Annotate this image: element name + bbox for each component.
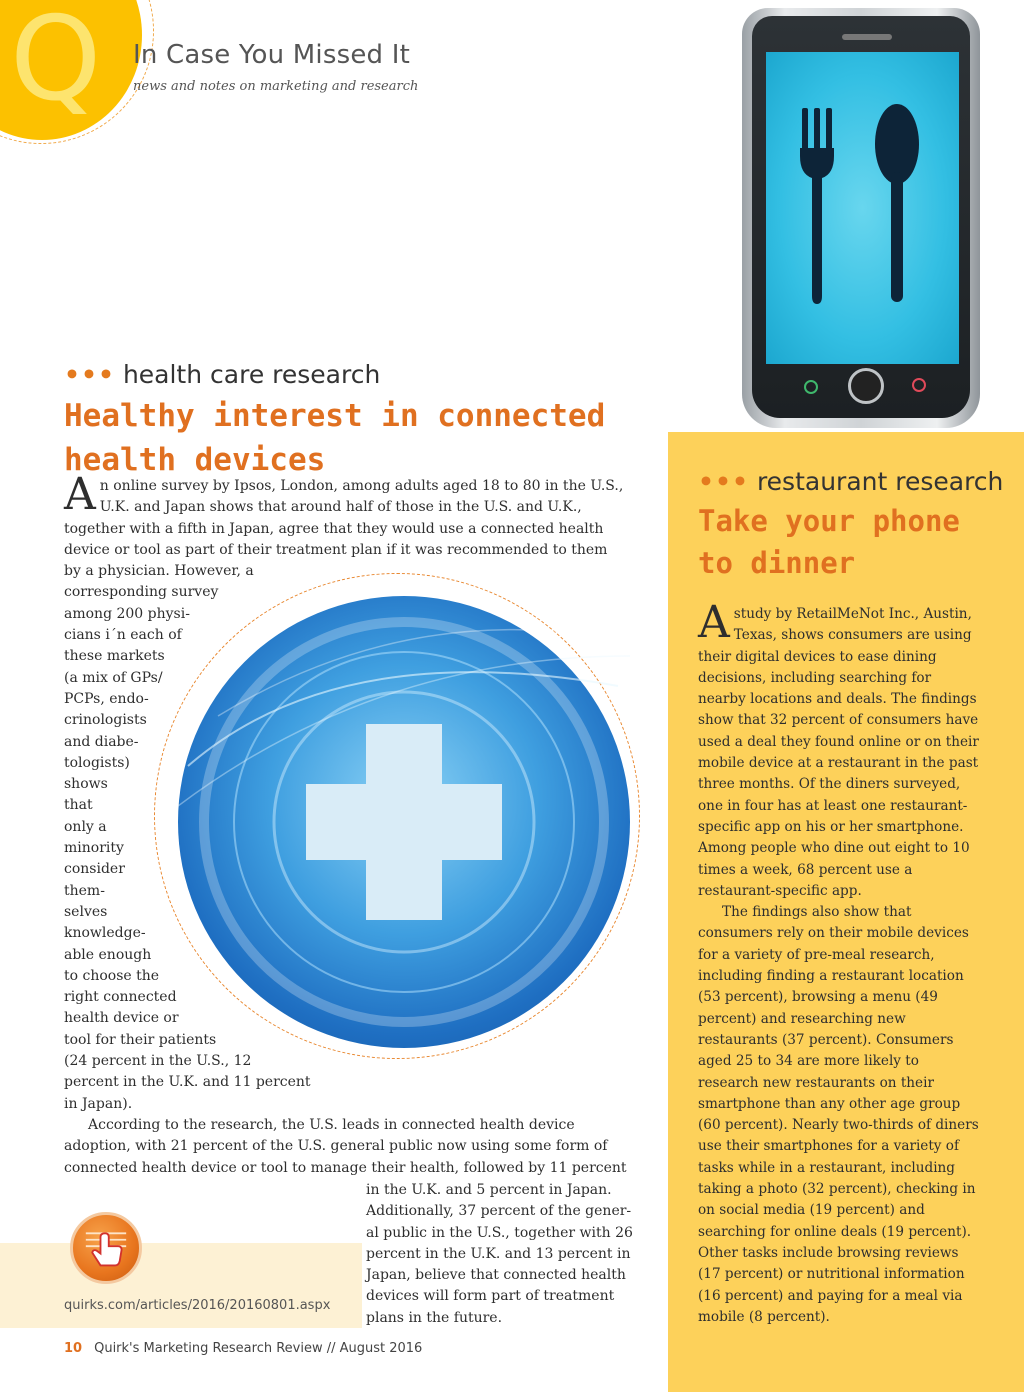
restaurant-kicker-label: restaurant research — [756, 467, 1004, 496]
health-text-line: them- — [64, 882, 105, 899]
health-text-line: al public in the U.S., together with 26 — [366, 1224, 633, 1241]
health-text-line: Additionally, 37 percent of the gener- — [366, 1203, 632, 1220]
hand-pointer-icon[interactable] — [70, 1212, 142, 1284]
health-text-line: percent in the U.K. and 13 percent in — [366, 1245, 631, 1262]
health-text-line: consider — [64, 861, 125, 878]
restaurant-paragraph-1 — [698, 597, 980, 902]
health-text-line: devices will form part of treatment — [366, 1288, 615, 1305]
restaurant-headline-line1: Take your phone — [698, 504, 960, 538]
link-box — [0, 1243, 362, 1328]
health-headline-line1: Healthy interest in connected — [64, 398, 606, 434]
kicker-dots: ••• — [698, 467, 749, 496]
health-text-line: in Japan). — [64, 1095, 133, 1112]
health-text-line: plans in the future. — [366, 1309, 503, 1326]
health-kicker-label: health care research — [122, 360, 381, 389]
health-text-line: tologists) — [64, 754, 130, 771]
health-dropcap: A — [64, 469, 96, 520]
phone-call-button — [804, 380, 818, 394]
health-text-line: able enough — [64, 946, 152, 963]
health-text-line: to choose the — [64, 967, 160, 984]
restaurant-dropcap: A — [698, 597, 730, 648]
health-text-line: and diabe- — [64, 733, 139, 750]
health-headline-line2: health devices — [64, 442, 326, 478]
q-logo-letter: Q — [10, 0, 102, 127]
health-text-line: among 200 physi- — [64, 605, 190, 622]
health-kicker — [64, 360, 380, 389]
health-text-line: minority — [64, 840, 124, 857]
fork-spoon-icon — [766, 52, 959, 364]
health-text-line: (a mix of GPs/ — [64, 669, 163, 686]
health-text-line: knowledge- — [64, 925, 146, 942]
page-footer — [64, 1341, 422, 1356]
health-text-line: by a physician. However, a — [64, 563, 254, 580]
health-article — [64, 469, 644, 1179]
health-text-line: cians i´n each of — [64, 627, 182, 644]
footer-text: Quirk's Marketing Research Review // August 2016 — [94, 1341, 423, 1356]
health-text-line: According to the research, the U.S. leads in connected health device — [88, 1116, 575, 1133]
health-text-line: adoption, with 21 percent of the U.S. general public now using some form of — [64, 1138, 608, 1155]
health-headline — [64, 394, 605, 482]
section-title: In Case You Missed It — [133, 40, 410, 70]
kicker-dots: ••• — [64, 360, 115, 389]
restaurant-headline-line2: to dinner — [698, 546, 856, 580]
health-text-line: health device or — [64, 1010, 179, 1027]
restaurant-text: study by RetailMeNot Inc., Austin, Texas, shows consumers are using their digital devices to ease dining decisions, including searching for nearby locations and deals. The findings show that 32 percent of consumers have used a deal they found online or on their mobile device at a restaurant in the past three months. Of the diners surveyed, one in four has at least one restaurant-specific app on his or her smartphone. Among people who dine out eight to 10 times a week, 68 percent use a restaurant-specific app. — [698, 606, 979, 899]
health-text-line: crinologists — [64, 712, 147, 729]
phone-home-button — [848, 368, 884, 404]
section-subtitle: news and notes on marketing and research — [133, 79, 419, 94]
health-text-line: PCPs, endo- — [64, 690, 149, 707]
health-text-line: together with a fifth in Japan, agree that they would use a connected health — [64, 520, 604, 537]
health-text-line: Japan, believe that connected health — [366, 1267, 626, 1284]
health-text-line: (24 percent in the U.S., 12 — [64, 1053, 252, 1070]
health-text-line: in the U.K. and 5 percent in Japan. — [366, 1182, 612, 1198]
health-text-line: percent in the U.K. and 11 percent — [64, 1074, 311, 1091]
phone-speaker — [842, 34, 892, 40]
health-text-line: U.K. and Japan shows that around half of those in the U.S. and U.K., — [99, 499, 582, 516]
health-text-line: right connected — [64, 989, 177, 1006]
health-article-tail — [366, 1180, 646, 1329]
restaurant-paragraph-2: The findings also show that consumers rely on their mobile devices for a variety of pre-meal research, including finding a restaurant location (53 percent), browsing a menu (49 percent) and researching new restaurants (37 percent). Consumers aged 25 to 34 are more likely to research new restaurants on their smartphone than any other age group (60 percent). Nearly two-thirds of diners use their smartphones for a variety of tasks while in a restaurant, including taking a photo (32 percent), checking in on social media (19 percent) and searching for online deals (19 percent). Other tasks include browsing reviews (17 percent) or nutritional information (16 percent) and paying for a meal via mobile (8 percent). — [698, 904, 979, 1325]
health-text-line: n online survey by Ipsos, London, among adults aged 18 to 80 in the U.S., — [99, 478, 624, 494]
page-number: 10 — [64, 1341, 83, 1356]
health-text-line: only a — [64, 818, 107, 835]
health-text-line: these markets — [64, 648, 165, 665]
health-text-line: shows — [64, 776, 108, 793]
article-link[interactable]: quirks.com/articles/2016/20160801.aspx — [64, 1298, 331, 1313]
health-text-line: device or tool as part of their treatment plan if it was recommended to them — [64, 541, 608, 558]
restaurant-kicker — [698, 467, 1003, 496]
health-text-line: selves — [64, 903, 108, 920]
health-text-line: that — [64, 797, 93, 814]
health-text-line: corresponding survey — [64, 584, 219, 601]
restaurant-article — [698, 597, 980, 1328]
restaurant-headline — [698, 500, 960, 584]
health-text-line: connected health device or tool to manage their health, followed by 11 percent — [64, 1159, 627, 1176]
health-text-line: tool for their patients — [64, 1031, 217, 1048]
phone-end-button — [912, 378, 926, 392]
